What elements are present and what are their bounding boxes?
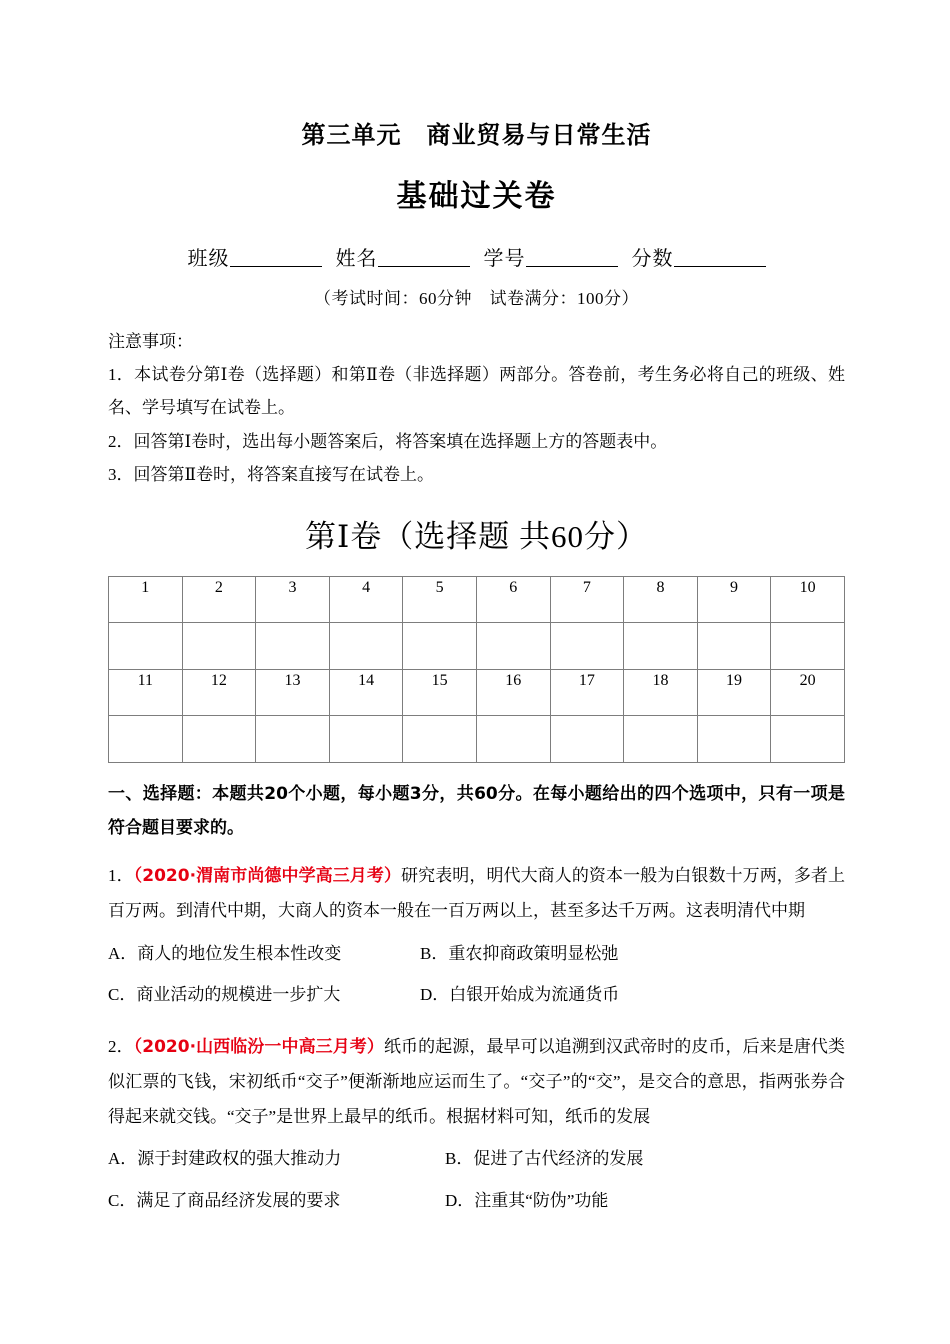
answer-cell-blank[interactable] [329,622,403,669]
answer-cell-blank[interactable] [697,622,771,669]
identity-field-student-id [484,244,618,274]
identity-field-score [632,244,766,274]
answer-cell-blank[interactable] [550,622,624,669]
answer-cell-blank[interactable] [256,622,330,669]
table-row-answers-1-10 [109,622,845,669]
identity-field-name [336,244,470,274]
identity-field-student-id-blank[interactable] [526,266,618,267]
question-2-text: 纸币的起源，最早可以追溯到汉武帝时的皮币，后来是唐代类似汇票的飞钱，宋初纸币“交子”便渐渐地应运而生了。“交子”的“交”，是交合的意思，指两张券合得起来就交钱。“交子”是世界上最早的纸币。根据材料可知，纸币的发展 [108,1036,846,1126]
question-2-option-a[interactable]: A．源于封建政权的强大推动力 [108,1149,342,1169]
note-item-1: 1．本试卷分第Ⅰ卷（选择题）和第Ⅱ卷（非选择题）两部分。答卷前，考生务必将自己的班级、姓名、学号填写在试卷上。 [108,365,845,418]
identity-field-score-label: 分数 [631,248,674,271]
identity-field-class [188,244,322,274]
identity-fields-row [108,244,845,274]
unit-title: 第三单元 商业贸易与日常生活 [301,121,652,149]
answer-cell-blank[interactable] [256,715,330,762]
answer-cell-number: 5 [403,576,477,622]
exam-info-line: （考试时间：60分钟 试卷满分：100分） [314,289,639,309]
answer-cell-number: 20 [771,669,845,715]
identity-field-class-label: 班级 [187,248,230,271]
answer-cell-blank[interactable] [771,715,845,762]
answer-cell-blank[interactable] [109,622,183,669]
identity-field-student-id-label: 学号 [483,248,526,271]
question-1-option-row-ab [108,933,845,975]
multiple-choice-instruction: 一、选择题：本题共20个小题，每小题3分，共60分。在每小题给出的四个选项中，只有一项是符合题目要求的。 [108,783,845,838]
answer-cell-blank[interactable] [476,622,550,669]
identity-field-class-blank[interactable] [230,266,322,267]
answer-cell-number: 3 [256,576,330,622]
answer-cell-number: 12 [182,669,256,715]
question-2-stem [108,1030,845,1135]
question-2-option-row-cd [108,1180,845,1222]
answer-cell-number: 7 [550,576,624,622]
answer-cell-number: 4 [329,576,403,622]
table-row-numbers-1-10 [109,576,845,622]
question-1-source-tag: （2020·渭南市尚德中学高三月考） [133,865,402,886]
question-2-number: 2． [108,1036,134,1056]
question-1-options [108,933,845,1016]
answer-cell-number: 2 [182,576,256,622]
answer-cell-blank[interactable] [403,622,477,669]
answer-cell-blank[interactable] [182,622,256,669]
page-content [108,0,845,1222]
note-item-3: 3．回答第Ⅱ卷时，将答案直接写在试卷上。 [108,464,435,484]
answer-cell-blank[interactable] [771,622,845,669]
identity-field-name-blank[interactable] [378,266,470,267]
answer-cell-blank[interactable] [109,715,183,762]
question-1-option-row-cd [108,974,845,1016]
question-1-number: 1． [108,865,134,885]
answer-cell-blank[interactable] [624,715,698,762]
answer-cell-number: 10 [771,576,845,622]
question-2-option-d[interactable]: D．注重其“防伪”功能 [445,1191,609,1211]
answer-cell-number: 14 [329,669,403,715]
question-1 [108,859,845,1016]
answer-cell-number: 11 [109,669,183,715]
answer-cell-number: 15 [403,669,477,715]
answer-cell-blank[interactable] [624,622,698,669]
note-item-2: 2．回答第Ⅰ卷时，选出每小题答案后，将答案填在选择题上方的答题表中。 [108,431,668,451]
answer-cell-number: 1 [109,576,183,622]
answer-sheet-table [108,576,845,763]
question-1-option-c[interactable]: C．商业活动的规模进一步扩大 [108,985,341,1005]
table-row-numbers-11-20 [109,669,845,715]
question-1-option-a[interactable]: A．商人的地位发生根本性改变 [108,943,342,963]
answer-cell-blank[interactable] [182,715,256,762]
table-row-answers-11-20 [109,715,845,762]
answer-cell-number: 18 [624,669,698,715]
question-1-option-d[interactable]: D．白银开始成为流通货币 [420,985,620,1005]
question-1-stem [108,859,845,929]
paper-title: 基础过关卷 [396,179,557,215]
answer-cell-blank[interactable] [476,715,550,762]
answer-cell-blank[interactable] [697,715,771,762]
answer-cell-blank[interactable] [550,715,624,762]
question-2-option-c[interactable]: C．满足了商品经济发展的要求 [108,1191,341,1211]
question-2-option-row-ab [108,1138,845,1180]
question-2-option-b[interactable]: B．促进了古代经济的发展 [445,1149,644,1169]
answer-cell-number: 8 [624,576,698,622]
answer-cell-number: 9 [697,576,771,622]
answer-cell-number: 16 [476,669,550,715]
question-2 [108,1030,845,1222]
answer-cell-number: 17 [550,669,624,715]
identity-field-name-label: 姓名 [335,248,378,271]
notes-heading: 注意事项： [108,332,193,352]
question-2-options [108,1138,845,1221]
section-one-heading: 第Ⅰ卷（选择题 共60分） [305,518,648,554]
answer-cell-number: 13 [256,669,330,715]
answer-cell-number: 19 [697,669,771,715]
question-1-option-b[interactable]: B．重农抑商政策明显松弛 [420,943,619,963]
question-1-text: 研究表明，明代大商人的资本一般为白银数十万两，多者上百万两。到清代中期，大商人的资本一般在一百万两以上，甚至多达千万两。这表明清代中期 [108,865,846,920]
question-2-source-tag: （2020·山西临汾一中高三月考） [133,1036,384,1057]
answer-cell-number: 6 [476,576,550,622]
identity-field-score-blank[interactable] [674,266,766,267]
answer-cell-blank[interactable] [329,715,403,762]
notes-section [108,325,845,491]
answer-cell-blank[interactable] [403,715,477,762]
